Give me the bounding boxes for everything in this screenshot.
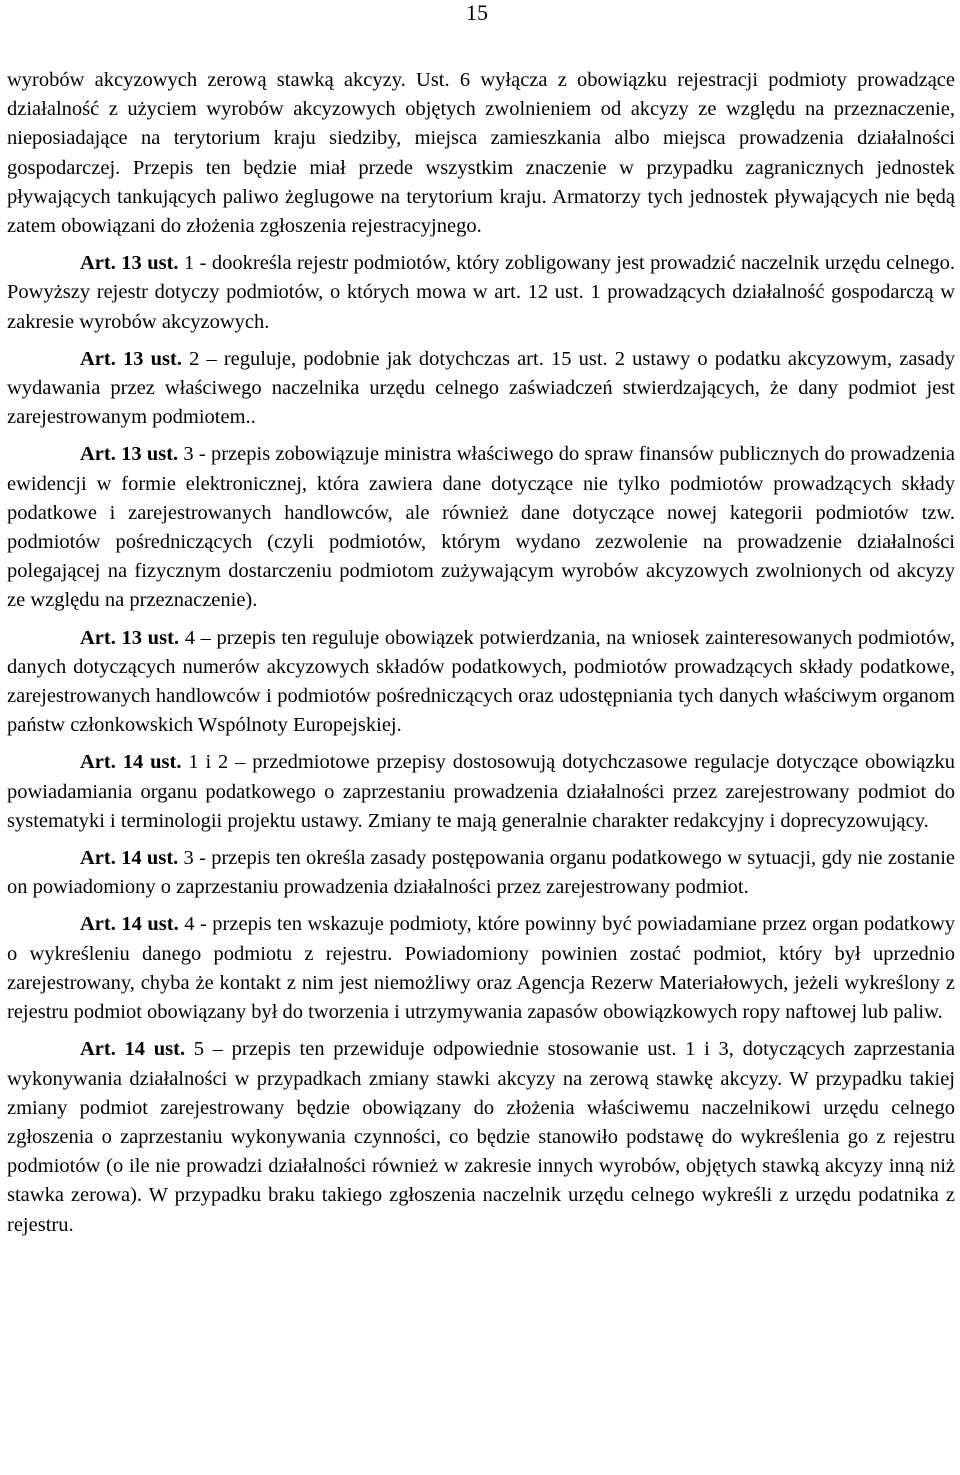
article-label: Art. 13 ust. bbox=[80, 443, 179, 466]
article-label: Art. 14 ust. bbox=[80, 1038, 186, 1061]
paragraph-text: 3 - przepis ten określa zasady postępowania organu podatkowego w sytuacji, gdy nie zostanie on powiadomiony o zaprzestaniu prowadzenia działalności przez zarejestrowany podmiot. bbox=[7, 847, 955, 899]
paragraph-text: 5 – przepis ten przewiduje odpowiednie stosowanie ust. 1 i 3, dotyczących zaprzestania wykonywania działalności w przypadkach zmiany stawki akcyzy na zerową stawkę akcyzy. W przypadku takiej zmiany podmiot zarejestrowany będzie obowiązany do złożenia właściwemu naczelnikowi urzędu celnego zgłoszenia o zaprzestaniu wykonywania czynności, co będzie stanowiło podstawę do wykreślenia go z rejestru podmiotów (o ile nie prowadzi działalności również w zakresie innych wyrobów, objętych stawką akcyzy inną niż stawka zerowa). W przypadku braku takiego zgłoszenia naczelnik urzędu celnego wykreśli z urzędu podatnika z rejestru. bbox=[7, 1038, 955, 1236]
article-label: Art. 14 ust. bbox=[80, 847, 179, 870]
paragraph-text: 3 - przepis zobowiązuje ministra właściwego do spraw finansów publicznych do prowadzenia ewidencji w formie elektronicznej, która zawiera dane dotyczące nie tylko podmiotów prowadzących składy podatkowe i zarejestrowanych handlowców, ale również dane dotyczące nowej kategorii podmiotów tzw. podmiotów pośredniczących (czyli podmiotów, którym wydano zezwolenie na prowadzenie działalności polegającej na fizycznym dostarczeniu podmiotom zużywającym wyrobów akcyzowych zwolnionych od akcyzy ze względu na przeznaczenie). bbox=[7, 443, 955, 612]
document-body bbox=[7, 66, 955, 1248]
paragraph-art-14-1-2 bbox=[7, 748, 955, 836]
paragraph-art-14-3 bbox=[7, 844, 955, 902]
article-label: Art. 14 ust. bbox=[80, 751, 182, 774]
paragraph-text: 4 – przepis ten reguluje obowiązek potwierdzania, na wniosek zainteresowanych podmiotów, danych dotyczących numerów akcyzowych składów podatkowych, podmiotów prowadzących składy podatkowe, zarejestrowanych handlowców i podmiotów pośredniczących oraz udostępniania tych danych właściwym organom państw członkowskich Wspólnoty Europejskiej. bbox=[7, 626, 956, 737]
article-label: Art. 13 ust. bbox=[80, 626, 180, 649]
page-number: 15 bbox=[466, 0, 488, 25]
paragraph-text: 4 - przepis ten wskazuje podmioty, które powinny być powiadamiane przez organ podatkowy o wykreśleniu danego podmiotu z rejestru. Powiadomiony powinien zostać podmiot, który był uprzednio zarejestrowany, chyba że kontakt z nim jest niemożliwy oraz Agencja Rezerw Materiałowych, jeżeli wykreślony z rejestru podmiot obowiązany był do tworzenia i utrzymywania zapasów obowiązkowych ropy naftowej lub paliw. bbox=[7, 913, 956, 1024]
paragraph-art-13-4 bbox=[7, 624, 955, 741]
paragraph-art-13-1 bbox=[7, 249, 955, 337]
paragraph-text: 2 – reguluje, podobnie jak dotychczas art. 15 ust. 2 ustawy o podatku akcyzowym, zasady wydawania przez właściwego naczelnika urzędu celnego zaświadczeń stwierdzających, że dany podmiot jest zarejestrowanym podmiotem.. bbox=[7, 347, 955, 429]
paragraph-art-13-2 bbox=[7, 345, 955, 433]
article-label: Art. 14 ust. bbox=[80, 913, 179, 936]
paragraph-art-14-5 bbox=[7, 1035, 955, 1239]
article-label: Art. 13 ust. bbox=[80, 347, 182, 370]
paragraph-text: 1 i 2 – przedmiotowe przepisy dostosowują dotychczasowe regulacje dotyczące obowiązku powiadamiania organu podatkowego o zaprzestaniu prowadzenia działalności przez zarejestrowany podmiot do systematyki i terminologii projektu ustawy. Zmiany te mają generalnie charakter redakcyjny i doprecyzowujący. bbox=[7, 751, 955, 832]
article-label: Art. 13 ust. bbox=[80, 252, 179, 275]
paragraph-text: 1 - dookreśla rejestr podmiotów, który zobligowany jest prowadzić naczelnik urzędu celnego. Powyższy rejestr dotyczy podmiotów, o których mowa w art. 12 ust. 1 prowadzących działalność gospodarczą w zakresie wyrobów akcyzowych. bbox=[7, 252, 956, 333]
paragraph-continuation bbox=[7, 66, 955, 241]
paragraph-art-14-4 bbox=[7, 910, 955, 1027]
paragraph-art-13-3 bbox=[7, 440, 955, 615]
paragraph-text: wyrobów akcyzowych zerową stawką akcyzy. Ust. 6 wyłącza z obowiązku rejestracji podmioty prowadzące działalność z użyciem wyrobów akcyzowych objętych zwolnieniem od akcyzy ze względu na przeznaczenie, nieposiadające na terytorium kraju siedziby, miejsca zamieszkania albo miejsca prowadzenia działalności gospodarczej. Przepis ten będzie miał przede wszystkim znaczenie w przypadku zagranicznych jednostek pływających tankujących paliwo żeglugowe na terytorium kraju. Armatorzy tych jednostek pływających nie będą zatem obowiązani do złożenia zgłoszenia rejestracyjnego. bbox=[7, 69, 955, 238]
